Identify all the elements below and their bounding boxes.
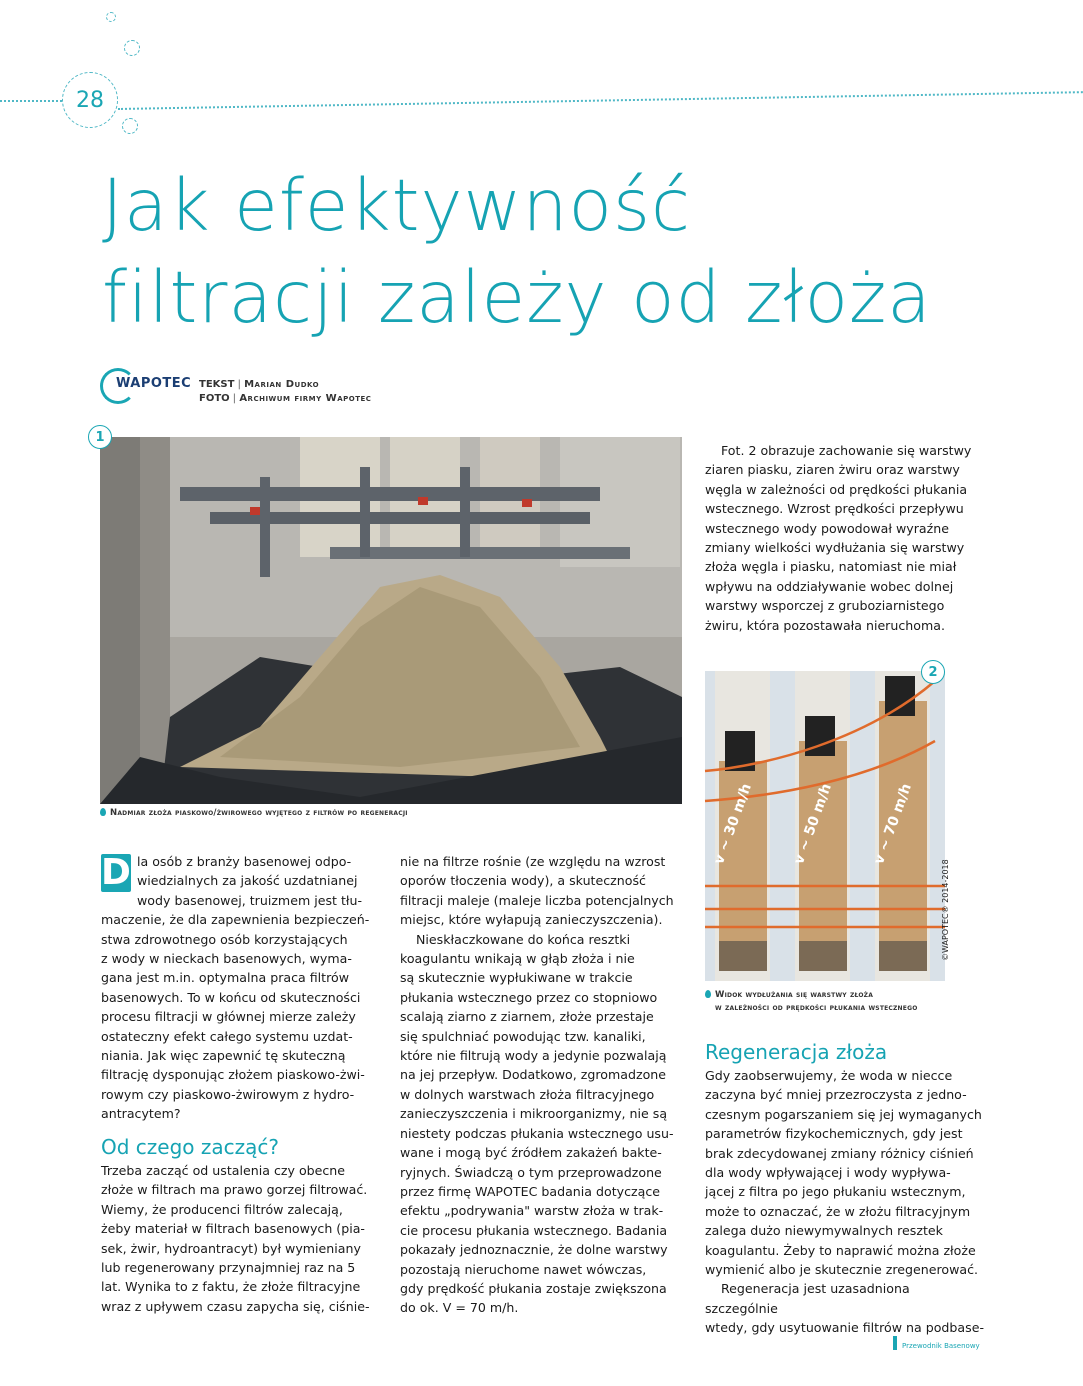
- title-line-1: Jak efektywność: [102, 164, 691, 247]
- text-line: złoże w filtrach ma prawo gorzej filtrować.: [101, 1182, 368, 1198]
- text-line: na jej przepływ. Dodatkowo, zgromadzone: [400, 1067, 667, 1083]
- text-line: efektu „podrywania" warstw złoża w trak-: [400, 1203, 664, 1219]
- text-line: gdy prędkość płukania zostaje zwiększona: [400, 1280, 667, 1296]
- text-line: wstecznego wody powodował wyraźne: [705, 520, 949, 536]
- paragraph: [705, 1066, 985, 1279]
- text-line: wane i mogą być źródłem zakażeń bakte-: [400, 1145, 662, 1161]
- text-line: z wody w nieckach basenowych, wyma-: [101, 951, 352, 967]
- text-line: basenowych. To w końcu od skuteczności: [101, 989, 361, 1005]
- text-line: wymienić albo je skutecznie zregenerować.: [705, 1262, 979, 1278]
- text-label: TEKST: [199, 379, 235, 390]
- text-author: Marian Dudko: [244, 379, 320, 390]
- drop-icon: [705, 990, 711, 998]
- intro-paragraph: [101, 852, 379, 1124]
- decor-bubble: [124, 40, 140, 56]
- text-line: może to oznaczać, że w złożu filtracyjnym: [705, 1203, 971, 1219]
- flow-label-30: v ~ 30 m/h: [711, 781, 755, 867]
- text-line: ostateczny efekt całego systemu uzdat-: [101, 1028, 353, 1044]
- text-line: wtedy, gdy usytuowanie filtrów na podbase-: [705, 1320, 984, 1336]
- drop-icon: [100, 808, 106, 816]
- credits: TEKST | Marian Dudko FOTO | Archiwum firmy Wapotec: [199, 379, 372, 404]
- paragraph: [705, 1279, 985, 1337]
- photo-label: FOTO: [199, 393, 230, 404]
- photo-filter-columns: [705, 671, 950, 981]
- text-line: lub regenerowany przynajmniej raz na 5: [101, 1260, 356, 1276]
- wapotec-logo: [100, 368, 192, 404]
- text-line: brak zdecydowanej zmiany różnicy ciśnień: [705, 1145, 974, 1161]
- text-line: węgla w zależności od prędkości płukania: [705, 481, 968, 497]
- text-line: nie na filtrze rośnie (ze względu na wzrost: [400, 854, 666, 869]
- paragraph: [400, 852, 685, 930]
- text-line: żwiru, która pozostawała nieruchoma.: [705, 617, 945, 633]
- section-paragraph: [101, 1161, 379, 1316]
- text-line: Fot. 2 obrazuje zachowanie się warstwy: [721, 443, 972, 458]
- text-line: żeby materiał w filtrach basenowych (pia-: [101, 1221, 365, 1237]
- text-line: parametrów fizykochemicznych, gdy jest: [705, 1126, 963, 1142]
- figure-caption-2: Widok wydłużania się warstwy złoża w zależności od prędkości płukania wstecznego: [705, 989, 918, 1015]
- decor-bubble: [122, 118, 138, 134]
- text-line: płukania wstecznego przez co stopniowo: [400, 989, 658, 1005]
- text-line: wstecznego. Wzrost prędkości przepływu: [705, 501, 964, 517]
- photo-author: Archiwum firmy Wapotec: [239, 393, 372, 404]
- text-line: w dolnych warstwach złoża filtracyjnego: [400, 1086, 655, 1102]
- column-2: [400, 852, 685, 1318]
- text-line: niestety podczas płukania wstecznego usu-: [400, 1125, 674, 1141]
- flow-label-50: v ~ 50 m/h: [791, 781, 835, 867]
- text-line: wiedzialnych za jakość uzdatnianej: [137, 873, 358, 889]
- figure-badge-2: 2: [921, 660, 945, 684]
- text-line: wraz z upływem czasu zapycha się, ciśnie-: [101, 1298, 370, 1314]
- text-line: się spulchniać powodując tzw. kanaliki,: [400, 1028, 646, 1044]
- figure-badge-1: 1: [88, 425, 112, 449]
- text-line: ryjnych. Świadczą o tym przeprowadzone: [400, 1164, 662, 1180]
- paragraph: [705, 441, 980, 635]
- column-3-bottom: [705, 1066, 985, 1338]
- footer-mark-icon: [893, 1336, 897, 1350]
- logo-text: WAPOTEC: [116, 376, 192, 391]
- text-line: czesnym pogarszaniem się jej wymaganych: [705, 1106, 982, 1122]
- footer-magazine: Przewodnik Basenowy: [902, 1342, 980, 1350]
- figure-caption-1: Nadmiar złoża piaskowo/żwirowego wyjętego z filtrów po regeneracji: [100, 808, 408, 818]
- text-line: ziaren piasku, ziaren żwiru oraz warstwy: [705, 462, 960, 478]
- text-line: rowym czy piaskowo-żwirowym z hydro-: [101, 1086, 355, 1102]
- text-line: złoża węgla i piasku, natomiast nie miał: [705, 559, 957, 575]
- text-line: lat. Wynika to z faktu, że złoże filtracyjne: [101, 1279, 361, 1295]
- text-line: stwa zdrowotnego osób korzystających: [101, 931, 348, 947]
- text-line: zaczyna być mniej przezroczysta z jedno-: [705, 1087, 967, 1103]
- text-line: antracytem?: [101, 1106, 181, 1122]
- page-number: 28: [62, 72, 118, 128]
- text-line: pokazały jednoznacznie, że dolne warstwy: [400, 1242, 668, 1258]
- text-line: sek, żwir, hydroantracyt) był wymieniany: [101, 1240, 361, 1256]
- text-line: warstwy wsporczej z gruboziarnistego: [705, 598, 945, 614]
- text-line: Gdy zaobserwujemy, że woda w niecce: [705, 1068, 953, 1083]
- text-line: Trzeba zacząć od ustalenia czy obecne: [101, 1163, 346, 1178]
- photo-sand-pile: [100, 437, 682, 804]
- flow-label-70: v ~ 70 m/h: [871, 781, 915, 867]
- text-line: gana jest m.in. optymalna praca filtrów: [101, 970, 350, 986]
- heading-start: Od czego zacząć?: [101, 1135, 279, 1159]
- text-line: wody basenowej, truizmem jest tłu-: [137, 892, 363, 908]
- text-line: cie procesu płukania wstecznego. Badania: [400, 1222, 668, 1238]
- text-line: dla wody wpływającej i wody wypływa-: [705, 1165, 951, 1181]
- text-line: zalega dużo niewymywalnych resztek: [705, 1223, 943, 1239]
- text-line: filtracji maleje (maleje liczba potencjalnych: [400, 892, 674, 908]
- text-line: koagulantu. Żeby to naprawić można złoże: [705, 1242, 976, 1258]
- text-line: oporów tłoczenia wody), a skuteczność: [400, 873, 646, 889]
- text-line: filtrację dysponując złożem piaskowo-żwi-: [101, 1067, 365, 1083]
- text-line: zanieczyszczenia i mikroorganizmy, nie są: [400, 1106, 668, 1122]
- column-1: [101, 852, 379, 1124]
- text-line: są skutecznie wypłukiwane w trakcie: [400, 970, 633, 986]
- text-line: jącej z filtra po jego płukaniu wstecznym,: [705, 1184, 966, 1200]
- paragraph: [400, 930, 685, 1318]
- text-line: koagulantu wnikają w głąb złoża i nie: [400, 951, 635, 967]
- watermark: ©WAPOTEC® 2014-2018: [941, 859, 950, 961]
- text-line: wpływu na oddziaływanie wobec dolnej: [705, 578, 954, 594]
- text-line: niania. Jak więc zapewnić tę skuteczną: [101, 1048, 346, 1064]
- article-title: [102, 160, 1062, 344]
- column-1-section: [101, 1161, 379, 1316]
- text-line: pozostają nieruchome nawet wówczas,: [400, 1261, 647, 1277]
- text-line: la osób z branży basenowej odpo-: [137, 854, 352, 869]
- decor-line: [118, 91, 1083, 110]
- text-line: przez firmę WAPOTEC badania dotyczące: [400, 1183, 661, 1199]
- text-line: Nieskłaczkowane do końca resztki: [416, 931, 631, 947]
- text-line: Wiemy, że producenci filtrów zalecają,: [101, 1201, 343, 1217]
- decor-bubble: [106, 12, 116, 22]
- column-3-top: [705, 441, 980, 635]
- text-line: które nie filtrują wody a jedynie pozwalają: [400, 1048, 667, 1064]
- text-line: do ok. V = 70 m/h.: [400, 1300, 519, 1316]
- decor-line: [0, 100, 62, 102]
- text-line: scalają ziarno z ziarnem, złoże przestaje: [400, 1009, 654, 1025]
- text-line: zmiany wielkości wydłużania się warstwy: [705, 540, 965, 556]
- text-line: maczenie, że dla zapewnienia bezpieczeń-: [101, 912, 370, 928]
- text-line: miejsc, które wyłapują zanieczyszczenia).: [400, 912, 663, 928]
- title-line-2: filtracji zależy od złoża: [102, 256, 932, 339]
- text-line: procesu filtracji w głównej mierze zależy: [101, 1009, 356, 1025]
- heading-regeneration: Regeneracja złoża: [705, 1040, 888, 1064]
- text-line: Regeneracja jest uzasadniona szczególnie: [705, 1281, 910, 1316]
- drop-cap: D: [101, 852, 131, 893]
